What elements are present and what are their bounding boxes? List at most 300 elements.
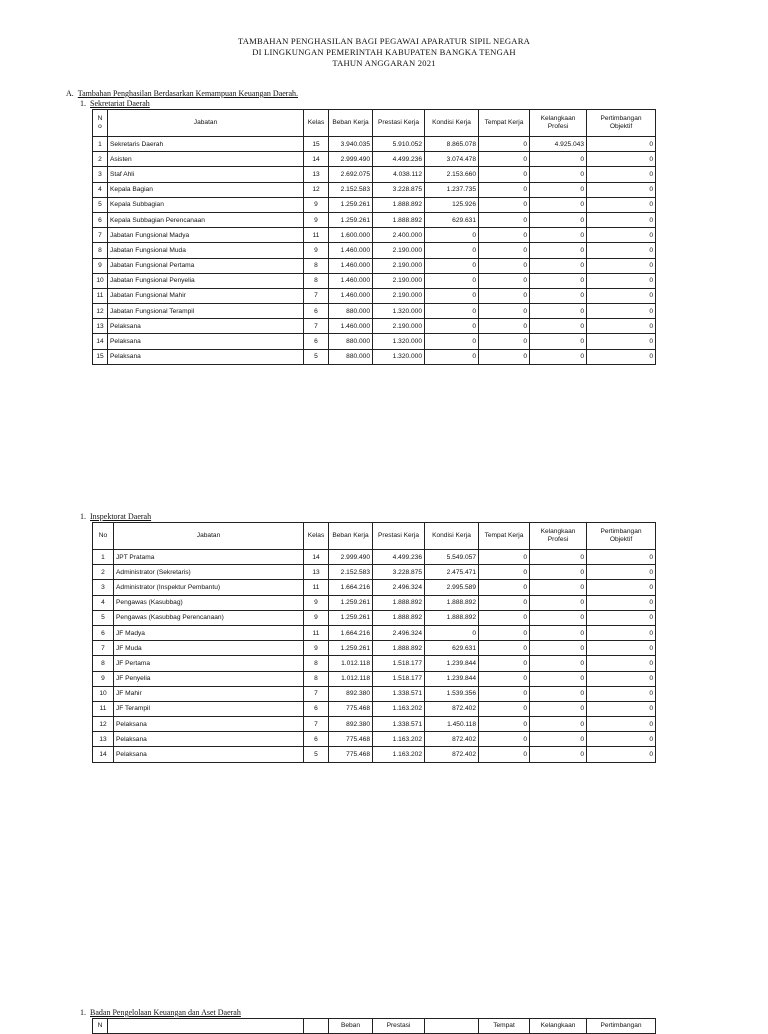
cell-jabatan: JF Mahir (114, 686, 304, 701)
cell-kelangkaan-profesi: 0 (530, 288, 587, 303)
title-line-1: TAMBAHAN PENGHASILAN BAGI PEGAWAI APARATUR SIPIL NEGARA (237, 36, 531, 46)
cell-beban-kerja: 880.000 (329, 349, 373, 364)
cell-beban-kerja: 1.664.216 (329, 580, 373, 595)
cell-kondisi-kerja: 0 (425, 319, 479, 334)
cell-prestasi-kerja: 3.228.875 (373, 182, 425, 197)
cell-prestasi-kerja: 1.320.000 (373, 334, 425, 349)
subsection-number: 1. (80, 99, 86, 108)
cell-kelangkaan-profesi: 0 (530, 152, 587, 167)
cell-pertimbangan-objektif: 0 (587, 550, 656, 565)
cell-no: 3 (93, 167, 108, 182)
cell-kelangkaan-profesi: 0 (530, 167, 587, 182)
cell-tempat-kerja: 0 (479, 656, 530, 671)
cell-kelangkaan-profesi: 0 (530, 747, 587, 762)
cell-kelangkaan-profesi: 0 (530, 565, 587, 580)
cell-tempat-kerja: 0 (479, 671, 530, 686)
cell-no: 1 (93, 137, 108, 152)
cell-kelangkaan-profesi: 0 (530, 610, 587, 625)
table-row (93, 641, 656, 656)
cell-beban-kerja: 1.259.261 (329, 197, 373, 212)
cell-kelangkaan-profesi: 0 (530, 273, 587, 288)
cell-kondisi-kerja: 872.402 (425, 701, 479, 716)
cell-jabatan: JF Madya (114, 625, 304, 640)
cell-pertimbangan-objektif: 0 (587, 580, 656, 595)
cell-tempat-kerja: 0 (479, 319, 530, 334)
cell-no: 13 (93, 319, 108, 334)
col-header-prestasi-kerja: Prestasi Kerja (373, 110, 425, 137)
cell-kelas: 15 (304, 137, 329, 152)
cell-kondisi-kerja: 0 (425, 288, 479, 303)
cell-kelas: 5 (304, 747, 329, 762)
cell-tempat-kerja: 0 (479, 197, 530, 212)
cell-tempat-kerja: 0 (479, 212, 530, 227)
cell-pertimbangan-objektif: 0 (587, 319, 656, 334)
cell-kelas: 9 (304, 595, 329, 610)
cell-kelas: 7 (304, 686, 329, 701)
cell-kondisi-kerja: 0 (425, 304, 479, 319)
col-header-tempat-kerja: Tempat Kerja (479, 110, 530, 137)
cell-beban-kerja: 1.259.261 (329, 212, 373, 227)
cell-pertimbangan-objektif: 0 (587, 656, 656, 671)
table-row (93, 747, 656, 762)
cell-no: 11 (93, 701, 114, 716)
cell-prestasi-kerja: 5.910.052 (373, 137, 425, 152)
cell-kelas: 8 (304, 671, 329, 686)
col-header-no: No (93, 523, 114, 550)
cell-kelangkaan-profesi: 0 (530, 641, 587, 656)
cell-kelas: 14 (304, 550, 329, 565)
cell-kelangkaan-profesi: 0 (530, 625, 587, 640)
col-header-tempat-kerja: Tempat Kerja (479, 523, 530, 550)
cell-kondisi-kerja: 872.402 (425, 747, 479, 762)
cell-kelas: 11 (304, 625, 329, 640)
cell-jabatan: Pelaksana (114, 717, 304, 732)
table-row (93, 228, 656, 243)
cell-prestasi-kerja: 1.163.202 (373, 701, 425, 716)
cell-beban-kerja: 1.460.000 (329, 319, 373, 334)
cell-kondisi-kerja: 0 (425, 349, 479, 364)
cell-prestasi-kerja: 2.190.000 (373, 258, 425, 273)
cell-pertimbangan-objektif: 0 (587, 671, 656, 686)
cell-tempat-kerja: 0 (479, 580, 530, 595)
cell-tempat-kerja: 0 (479, 228, 530, 243)
cell-beban-kerja: 1.012.118 (329, 656, 373, 671)
subsection-name: Badan Pengelolaan Keuangan dan Aset Daerah (90, 1008, 241, 1017)
cell-beban-kerja: 1.460.000 (329, 243, 373, 258)
col-header-kelangkaan-profesi: Kelangkaan Profesi (530, 110, 587, 137)
cell-prestasi-kerja: 1.163.202 (373, 732, 425, 747)
cell-kondisi-kerja: 2.995.589 (425, 580, 479, 595)
cell-prestasi-kerja: 1.888.892 (373, 641, 425, 656)
cell-jabatan: Pelaksana (114, 732, 304, 747)
table-row (93, 273, 656, 288)
cell-prestasi-kerja: 2.496.324 (373, 580, 425, 595)
cell-jabatan: Kepala Subbagian (108, 197, 304, 212)
cell-tempat-kerja: 0 (479, 717, 530, 732)
cell-prestasi-kerja: 2.190.000 (373, 319, 425, 334)
cell-kelangkaan-profesi: 0 (530, 717, 587, 732)
cell-kelangkaan-profesi: 0 (530, 182, 587, 197)
title-line-3: TAHUN ANGGARAN 2021 (332, 58, 436, 68)
cell-kelangkaan-profesi: 0 (530, 304, 587, 319)
cell-prestasi-kerja: 1.320.000 (373, 304, 425, 319)
cell-no: 12 (93, 304, 108, 319)
cell-kelas: 12 (304, 182, 329, 197)
cell-kondisi-kerja: 2.475.471 (425, 565, 479, 580)
cell-kelangkaan-profesi: 0 (530, 212, 587, 227)
cell-jabatan: Pelaksana (114, 747, 304, 762)
col-header-no: N o (93, 110, 108, 137)
cell-prestasi-kerja: 1.888.892 (373, 212, 425, 227)
cell-prestasi-kerja: 4.038.112 (373, 167, 425, 182)
cell-no: 13 (93, 732, 114, 747)
cell-kelas: 9 (304, 243, 329, 258)
cell-kondisi-kerja: 0 (425, 228, 479, 243)
cell-pertimbangan-objektif: 0 (587, 565, 656, 580)
table-row (93, 212, 656, 227)
table-row (93, 349, 656, 364)
table-row (93, 550, 656, 565)
cell-kelas: 7 (304, 717, 329, 732)
subsection-name: Sekretariat Daerah (90, 99, 150, 108)
cell-tempat-kerja: 0 (479, 610, 530, 625)
cell-pertimbangan-objektif: 0 (587, 304, 656, 319)
cell-kelangkaan-profesi: 0 (530, 197, 587, 212)
table-header-row (93, 523, 656, 550)
subsection-heading-1 (80, 99, 150, 109)
section-a-marker: A. (66, 89, 74, 98)
subsection-number: 1. (80, 1008, 86, 1017)
cell-jabatan: Administrator (Inspektur Pembantu) (114, 580, 304, 595)
subsection-heading-3 (80, 1008, 241, 1018)
cell-no: 6 (93, 212, 108, 227)
cell-kelas: 6 (304, 701, 329, 716)
cell-jabatan: Pengawas (Kasubbag) (114, 595, 304, 610)
table-body (93, 550, 656, 763)
col-header-kondisi-kerja (425, 1019, 479, 1034)
cell-pertimbangan-objektif: 0 (587, 212, 656, 227)
cell-beban-kerja: 3.940.035 (329, 137, 373, 152)
cell-pertimbangan-objektif: 0 (587, 701, 656, 716)
cell-beban-kerja: 2.152.583 (329, 565, 373, 580)
cell-kelas: 9 (304, 197, 329, 212)
cell-no: 7 (93, 228, 108, 243)
col-header-kelas: Kelas (304, 523, 329, 550)
cell-jabatan: Jabatan Fungsional Muda (108, 243, 304, 258)
cell-beban-kerja: 775.468 (329, 732, 373, 747)
cell-kondisi-kerja: 125.926 (425, 197, 479, 212)
cell-no: 4 (93, 595, 114, 610)
table-row (93, 625, 656, 640)
cell-prestasi-kerja: 1.338.571 (373, 686, 425, 701)
cell-prestasi-kerja: 2.496.324 (373, 625, 425, 640)
cell-no: 6 (93, 625, 114, 640)
cell-pertimbangan-objektif: 0 (587, 747, 656, 762)
cell-beban-kerja: 775.468 (329, 747, 373, 762)
col-header-kondisi-kerja: Kondisi Kerja (425, 110, 479, 137)
cell-beban-kerja: 880.000 (329, 304, 373, 319)
cell-kelangkaan-profesi: 0 (530, 228, 587, 243)
table-row (93, 304, 656, 319)
title-line-2: DI LINGKUNGAN PEMERINTAH KABUPATEN BANGKA TENGAH (252, 47, 516, 57)
cell-kelas: 13 (304, 167, 329, 182)
col-header-jabatan (108, 1019, 304, 1034)
subsection-heading-2 (80, 512, 151, 522)
cell-tempat-kerja: 0 (479, 686, 530, 701)
cell-prestasi-kerja: 2.190.000 (373, 243, 425, 258)
subsection-name: Inspektorat Daerah (90, 512, 152, 521)
subsection-number: 1. (80, 512, 86, 521)
cell-beban-kerja: 880.000 (329, 334, 373, 349)
cell-kondisi-kerja: 0 (425, 273, 479, 288)
table-row (93, 152, 656, 167)
table-row (93, 580, 656, 595)
table-row (93, 258, 656, 273)
cell-tempat-kerja: 0 (479, 288, 530, 303)
col-header-jabatan: Jabatan (108, 110, 304, 137)
cell-pertimbangan-objektif: 0 (587, 197, 656, 212)
cell-kondisi-kerja: 872.402 (425, 732, 479, 747)
table-row (93, 288, 656, 303)
cell-kelangkaan-profesi: 0 (530, 319, 587, 334)
cell-tempat-kerja: 0 (479, 167, 530, 182)
cell-jabatan: Jabatan Fungsional Mahir (108, 288, 304, 303)
cell-kondisi-kerja: 1.888.892 (425, 610, 479, 625)
table-row (93, 197, 656, 212)
section-a-label: Tambahan Penghasilan Berdasarkan Kemampuan Keuangan Daerah. (77, 89, 299, 98)
cell-beban-kerja: 892.380 (329, 717, 373, 732)
col-header-jabatan: Jabatan (114, 523, 304, 550)
cell-tempat-kerja: 0 (479, 641, 530, 656)
cell-kelangkaan-profesi: 0 (530, 349, 587, 364)
cell-no: 14 (93, 747, 114, 762)
cell-pertimbangan-objektif: 0 (587, 334, 656, 349)
cell-pertimbangan-objektif: 0 (587, 625, 656, 640)
cell-no: 10 (93, 686, 114, 701)
cell-tempat-kerja: 0 (479, 625, 530, 640)
cell-kondisi-kerja: 1.239.844 (425, 656, 479, 671)
col-header-beban-kerja: Beban Kerja (329, 523, 373, 550)
cell-kelangkaan-profesi: 0 (530, 334, 587, 349)
cell-kelangkaan-profesi: 0 (530, 258, 587, 273)
table-row (93, 334, 656, 349)
cell-prestasi-kerja: 4.499.236 (373, 550, 425, 565)
cell-tempat-kerja: 0 (479, 550, 530, 565)
cell-jabatan: Asisten (108, 152, 304, 167)
cell-prestasi-kerja: 1.518.177 (373, 656, 425, 671)
cell-prestasi-kerja: 1.163.202 (373, 747, 425, 762)
cell-tempat-kerja: 0 (479, 732, 530, 747)
cell-kelas: 14 (304, 152, 329, 167)
table-header-row (93, 1019, 656, 1034)
cell-pertimbangan-objektif: 0 (587, 349, 656, 364)
cell-kelangkaan-profesi: 0 (530, 580, 587, 595)
cell-pertimbangan-objektif: 0 (587, 182, 656, 197)
cell-tempat-kerja: 0 (479, 595, 530, 610)
cell-kondisi-kerja: 8.865.078 (425, 137, 479, 152)
cell-kelangkaan-profesi: 0 (530, 686, 587, 701)
col-header-prestasi-kerja: Prestasi (373, 1019, 425, 1034)
allowance-table-sekretariat (92, 109, 656, 365)
cell-kondisi-kerja: 0 (425, 334, 479, 349)
cell-kelangkaan-profesi: 0 (530, 595, 587, 610)
cell-kelas: 7 (304, 288, 329, 303)
cell-beban-kerja: 2.999.490 (329, 550, 373, 565)
col-header-pertimbangan-objektif: Pertimbangan (587, 1019, 656, 1034)
cell-no: 14 (93, 334, 108, 349)
cell-jabatan: Jabatan Fungsional Penyelia (108, 273, 304, 288)
table-row (93, 732, 656, 747)
cell-jabatan: Kepala Subbagian Perencanaan (108, 212, 304, 227)
cell-prestasi-kerja: 3.228.875 (373, 565, 425, 580)
cell-kelangkaan-profesi: 0 (530, 656, 587, 671)
cell-beban-kerja: 775.468 (329, 701, 373, 716)
cell-tempat-kerja: 0 (479, 137, 530, 152)
table-row (93, 137, 656, 152)
table-row (93, 319, 656, 334)
cell-kelas: 8 (304, 273, 329, 288)
cell-beban-kerja: 1.460.000 (329, 273, 373, 288)
cell-kelas: 6 (304, 304, 329, 319)
cell-no: 5 (93, 610, 114, 625)
cell-kondisi-kerja: 0 (425, 243, 479, 258)
cell-pertimbangan-objektif: 0 (587, 732, 656, 747)
cell-jabatan: Pelaksana (108, 334, 304, 349)
cell-pertimbangan-objektif: 0 (587, 595, 656, 610)
cell-kondisi-kerja: 629.631 (425, 641, 479, 656)
cell-no: 2 (93, 152, 108, 167)
cell-prestasi-kerja: 1.518.177 (373, 671, 425, 686)
cell-beban-kerja: 1.460.000 (329, 258, 373, 273)
cell-tempat-kerja: 0 (479, 243, 530, 258)
col-header-kelangkaan-profesi: Kelangkaan (530, 1019, 587, 1034)
table-header-row (93, 110, 656, 137)
cell-pertimbangan-objektif: 0 (587, 686, 656, 701)
col-header-pertimbangan-objektif: Pertimbangan Objektif (587, 110, 656, 137)
cell-no: 7 (93, 641, 114, 656)
col-header-kelangkaan-profesi: Kelangkaan Profesi (530, 523, 587, 550)
cell-kelas: 7 (304, 319, 329, 334)
cell-beban-kerja: 1.460.000 (329, 288, 373, 303)
col-header-kondisi-kerja: Kondisi Kerja (425, 523, 479, 550)
cell-pertimbangan-objektif: 0 (587, 288, 656, 303)
cell-tempat-kerja: 0 (479, 273, 530, 288)
cell-kelangkaan-profesi: 0 (530, 550, 587, 565)
cell-kondisi-kerja: 0 (425, 625, 479, 640)
cell-jabatan: Sekretaris Daerah (108, 137, 304, 152)
cell-jabatan: Pelaksana (108, 319, 304, 334)
table-row (93, 565, 656, 580)
cell-pertimbangan-objektif: 0 (587, 641, 656, 656)
cell-tempat-kerja: 0 (479, 334, 530, 349)
cell-jabatan: JF Muda (114, 641, 304, 656)
cell-jabatan: JPT Pratama (114, 550, 304, 565)
cell-beban-kerja: 1.259.261 (329, 641, 373, 656)
cell-no: 9 (93, 671, 114, 686)
cell-jabatan: Kepala Bagian (108, 182, 304, 197)
cell-pertimbangan-objektif: 0 (587, 228, 656, 243)
cell-no: 15 (93, 349, 108, 364)
cell-jabatan: Pelaksana (108, 349, 304, 364)
cell-no: 3 (93, 580, 114, 595)
cell-pertimbangan-objektif: 0 (587, 717, 656, 732)
cell-no: 9 (93, 258, 108, 273)
cell-beban-kerja: 1.012.118 (329, 671, 373, 686)
cell-kelas: 6 (304, 334, 329, 349)
cell-no: 2 (93, 565, 114, 580)
cell-pertimbangan-objektif: 0 (587, 243, 656, 258)
table-row (93, 686, 656, 701)
cell-prestasi-kerja: 1.320.000 (373, 349, 425, 364)
cell-pertimbangan-objektif: 0 (587, 610, 656, 625)
document-title (0, 36, 768, 69)
cell-kelas: 11 (304, 580, 329, 595)
cell-kelas: 8 (304, 258, 329, 273)
cell-kondisi-kerja: 629.631 (425, 212, 479, 227)
cell-no: 12 (93, 717, 114, 732)
cell-kelangkaan-profesi: 0 (530, 243, 587, 258)
cell-kelas: 9 (304, 641, 329, 656)
cell-tempat-kerja: 0 (479, 258, 530, 273)
cell-kelangkaan-profesi: 0 (530, 732, 587, 747)
table-row (93, 243, 656, 258)
cell-beban-kerja: 1.259.261 (329, 595, 373, 610)
table-row (93, 610, 656, 625)
cell-no: 5 (93, 197, 108, 212)
cell-beban-kerja: 2.692.075 (329, 167, 373, 182)
table-row (93, 671, 656, 686)
cell-kelas: 6 (304, 732, 329, 747)
cell-pertimbangan-objektif: 0 (587, 137, 656, 152)
cell-jabatan: Pengawas (Kasubbag Perencanaan) (114, 610, 304, 625)
cell-kondisi-kerja: 1.450.118 (425, 717, 479, 732)
cell-kondisi-kerja: 1.237.735 (425, 182, 479, 197)
cell-prestasi-kerja: 2.400.000 (373, 228, 425, 243)
cell-beban-kerja: 2.152.583 (329, 182, 373, 197)
cell-pertimbangan-objektif: 0 (587, 152, 656, 167)
cell-kondisi-kerja: 3.074.478 (425, 152, 479, 167)
cell-jabatan: Administrator (Sekretaris) (114, 565, 304, 580)
table-row (93, 656, 656, 671)
cell-no: 8 (93, 243, 108, 258)
allowance-table-inspektorat (92, 522, 656, 763)
table-row (93, 701, 656, 716)
cell-kondisi-kerja: 2.153.660 (425, 167, 479, 182)
cell-jabatan: Staf Ahli (108, 167, 304, 182)
cell-kelas: 13 (304, 565, 329, 580)
cell-prestasi-kerja: 1.888.892 (373, 610, 425, 625)
cell-pertimbangan-objektif: 0 (587, 167, 656, 182)
col-header-prestasi-kerja: Prestasi Kerja (373, 523, 425, 550)
table-row (93, 717, 656, 732)
cell-jabatan: Jabatan Fungsional Terampil (108, 304, 304, 319)
col-header-tempat-kerja: Tempat (479, 1019, 530, 1034)
cell-beban-kerja: 892.380 (329, 686, 373, 701)
cell-no: 1 (93, 550, 114, 565)
cell-jabatan: Jabatan Fungsional Madya (108, 228, 304, 243)
cell-jabatan: Jabatan Fungsional Pertama (108, 258, 304, 273)
cell-prestasi-kerja: 2.190.000 (373, 288, 425, 303)
col-header-beban-kerja: Beban (329, 1019, 373, 1034)
cell-kelas: 5 (304, 349, 329, 364)
cell-jabatan: JF Penyelia (114, 671, 304, 686)
cell-kondisi-kerja: 1.239.844 (425, 671, 479, 686)
cell-kondisi-kerja: 1.888.892 (425, 595, 479, 610)
cell-beban-kerja: 1.259.261 (329, 610, 373, 625)
cell-kelas: 11 (304, 228, 329, 243)
cell-prestasi-kerja: 2.190.000 (373, 273, 425, 288)
cell-kelangkaan-profesi: 0 (530, 671, 587, 686)
